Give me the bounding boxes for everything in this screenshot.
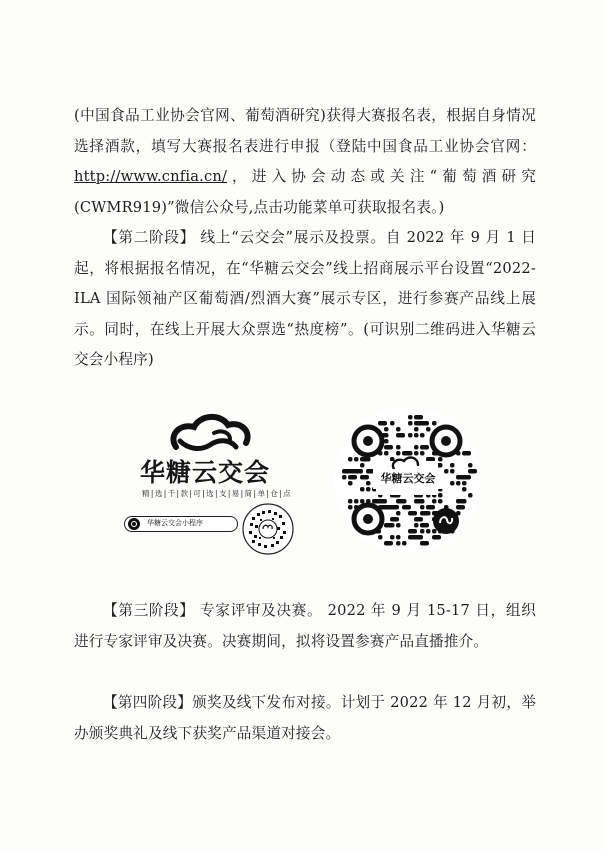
- qr-module: [396, 541, 401, 546]
- qr-module: [396, 523, 401, 528]
- qr-module: [402, 499, 407, 504]
- qr-module: [348, 499, 353, 504]
- qr-module: [396, 433, 405, 438]
- qr-module: [420, 541, 429, 546]
- qr-module: [432, 421, 437, 426]
- qr-module: [414, 445, 419, 450]
- qr-module: [462, 499, 467, 504]
- qr-module: [408, 451, 413, 456]
- qr-module: [462, 475, 471, 480]
- paragraph-stage-two: 【第二阶段】 线上“云交会”展示及投票。自 2022 年 9 月 1 日起，将根据报名情况，在“华糖云交会”线上招商展示平台设置“2022-ILA 国际领袖产区葡萄酒/烈酒大赛”展示专区，进行参赛产品线上展示。同时，在线上开展大众票选“热度榜”。(可识别二维码进入华糖云交会小程序): [74, 229, 536, 368]
- qr-module: [354, 469, 363, 474]
- qr-module: [342, 475, 347, 480]
- qr-module: [468, 493, 473, 498]
- qr-module: [420, 505, 425, 510]
- qr-module: [462, 487, 467, 492]
- qr-module: [402, 505, 411, 510]
- qr-module: [438, 499, 443, 504]
- qr-module: [390, 457, 395, 462]
- qr-module: [408, 511, 417, 516]
- qr-module: [360, 475, 369, 480]
- search-bar-label: 华糖云交会小程序: [147, 519, 203, 527]
- qr-module: [396, 445, 401, 450]
- qr-module: [438, 463, 443, 468]
- qr-module: [420, 421, 429, 426]
- qr-module: [432, 535, 441, 540]
- qr-center-label: 华糖云交会: [373, 469, 443, 489]
- qr-module: [420, 499, 425, 504]
- qr-module: [348, 475, 357, 480]
- brand-title: 华糖云交会: [140, 458, 271, 487]
- paragraph-stage-three: 【第三阶段】 专家评审及决赛。 2022 年 9 月 15-17 日，组织进行专家评审及决赛。决赛期间，拟将设置参赛产品直播推介。: [74, 602, 536, 650]
- qr-module: [390, 505, 399, 510]
- qr-module: [348, 457, 353, 462]
- qr-module: [456, 505, 465, 510]
- qr-module: [450, 463, 455, 468]
- paragraph-registration: [74, 101, 536, 223]
- qr-module: [462, 451, 471, 456]
- qr-module: [426, 529, 431, 534]
- qr-module: [456, 481, 461, 486]
- mini-program-qr-code[interactable]: [332, 405, 482, 555]
- qr-module: [426, 427, 431, 432]
- qr-module: [390, 523, 395, 528]
- qr-module: [378, 421, 387, 426]
- qr-module: [366, 487, 371, 492]
- qr-module: [354, 499, 359, 504]
- qr-module: [408, 433, 413, 438]
- qr-module: [414, 451, 419, 456]
- qr-module: [360, 499, 365, 504]
- qr-module: [420, 523, 429, 528]
- qr-module: [396, 511, 401, 516]
- qr-module: [414, 415, 423, 420]
- qr-module: [414, 433, 419, 438]
- mini-program-card[interactable]: [118, 405, 303, 563]
- paragraph-registration-text-before-link: (中国食品工业协会官网、葡萄酒研究)获得大赛报名表，根据自身情况选择酒款，填写大赛报名表进行申报（登陆中国食品工业协会官网：: [74, 107, 536, 155]
- qr-module: [426, 505, 435, 510]
- qr-module: [414, 535, 423, 540]
- qr-module: [402, 541, 407, 546]
- qr-module: [378, 499, 387, 504]
- qr-module: [420, 529, 425, 534]
- qr-module: [396, 535, 401, 540]
- qr-module: [426, 511, 431, 516]
- qr-module: [384, 439, 389, 444]
- qr-module: [414, 427, 419, 432]
- qr-module: [348, 505, 353, 510]
- qr-module: [414, 523, 419, 528]
- search-icon: [128, 518, 140, 530]
- qr-module: [384, 445, 393, 450]
- qr-module: [384, 427, 389, 432]
- qr-module: [426, 457, 435, 462]
- cnfia-website-link[interactable]: http://www.cnfia.cn/: [74, 168, 228, 185]
- qr-module: [438, 457, 443, 462]
- qr-module: [378, 535, 383, 540]
- qr-module: [462, 481, 467, 486]
- brand-slogan: 精|选|千|款|可|选|支|易|简|单|仓|点: [142, 489, 292, 498]
- qr-module: [414, 517, 423, 522]
- qr-module: [432, 529, 437, 534]
- qr-module: [420, 445, 429, 450]
- qr-module: [360, 463, 365, 468]
- qr-module: [354, 457, 359, 462]
- qr-module: [432, 499, 437, 504]
- qr-module: [384, 541, 393, 546]
- qr-module: [468, 469, 477, 474]
- paragraph-registration-text-after-link: ，进入协会动态或关注“葡萄酒研究(CWMR919)”微信公众号,点击功能菜单可获取报名表。): [74, 168, 536, 216]
- qr-module: [420, 433, 425, 438]
- qr-module: [408, 415, 413, 420]
- qr-module: [444, 469, 449, 474]
- qr-module: [384, 451, 389, 456]
- qr-module: [408, 529, 417, 534]
- qr-code-area: [110, 405, 510, 575]
- qr-module: [390, 535, 395, 540]
- qr-module: [450, 469, 455, 474]
- qr-module: [396, 427, 401, 432]
- qr-module: [390, 517, 399, 522]
- qr-module: [366, 481, 371, 486]
- qr-module: [348, 481, 353, 486]
- qr-module: [408, 421, 413, 426]
- qr-module: [420, 451, 425, 456]
- qr-module: [366, 457, 371, 462]
- qr-module: [390, 421, 395, 426]
- qr-module: [438, 493, 443, 498]
- qr-module: [384, 433, 389, 438]
- paragraph-stage-four: 【第四阶段】颁奖及线下发布对接。计划于 2022 年 12 月初，举办颁奖典礼及线下获奖产品渠道对接会。: [74, 694, 536, 742]
- qr-module: [396, 451, 401, 456]
- qr-module: [468, 463, 473, 468]
- qr-module: [450, 481, 455, 486]
- qr-module: [360, 487, 365, 492]
- mini-program-search-bar[interactable]: [124, 516, 238, 532]
